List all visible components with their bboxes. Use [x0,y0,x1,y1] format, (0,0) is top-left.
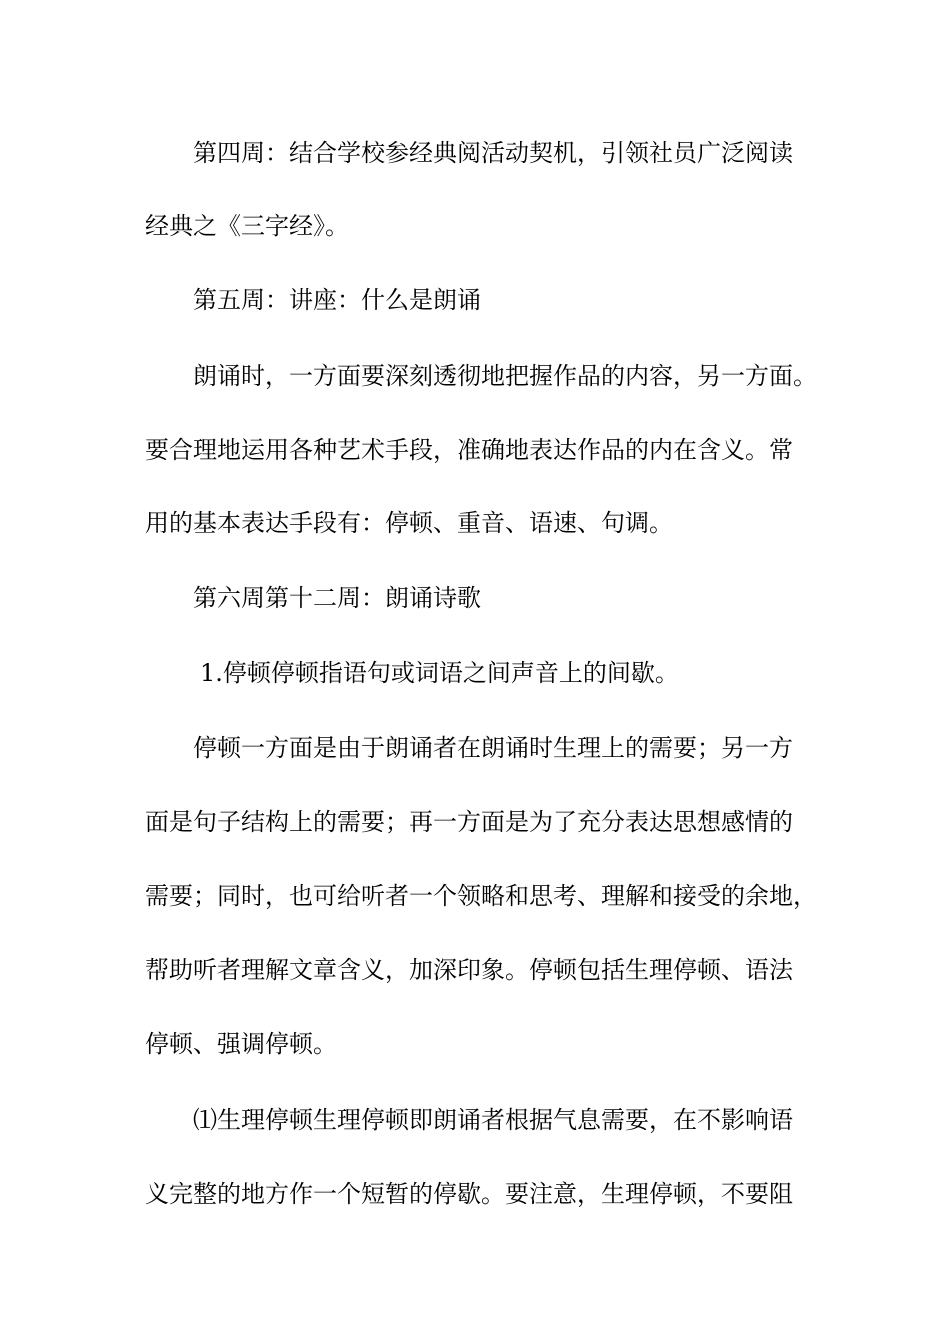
pause-paragraph-line-1: 停顿一方面是由于朗诵者在朗诵时生理上的需要；另一方 [193,734,793,762]
week-four-line-2: 经典之《三字经》。 [145,212,349,240]
pause-paragraph-line-4: 帮助听者理解文章含义，加深印象。停顿包括生理停顿、语法 [145,956,793,984]
week-six-heading: 第六周第十二周：朗诵诗歌 [193,584,481,612]
pause-paragraph-line-3: 需要；同时，也可给听者一个领略和思考、理解和接受的余地， [145,882,817,910]
week-four-line-1: 第四周：结合学校参经典阅活动契机，引领社员广泛阅读 [193,139,793,167]
physiological-pause-line-1: ⑴生理停顿生理停顿即朗诵者根据气息需要，在不影响语 [193,1106,793,1134]
physiological-pause-line-2: 义完整的地方作一个短暂的停歇。要注意，生理停顿，不要阻 [145,1180,793,1208]
recitation-paragraph-line-1: 朗诵时，一方面要深刻透彻地把握作品的内容，另一方面。 [193,362,817,390]
pause-definition-line: 1.停顿停顿指语句或词语之间声音上的间歇。 [200,659,679,687]
recitation-paragraph-line-2: 要合理地运用各种艺术手段，准确地表达作品的内在含义。常 [145,436,793,464]
week-five-heading: 第五周：讲座：什么是朗诵 [193,286,481,314]
pause-paragraph-line-5: 停顿、强调停顿。 [145,1030,337,1058]
recitation-paragraph-line-3: 用的基本表达手段有：停顿、重音、语速、句调。 [145,509,673,537]
pause-paragraph-line-2: 面是句子结构上的需要；再一方面是为了充分表达思想感情的 [145,808,793,836]
